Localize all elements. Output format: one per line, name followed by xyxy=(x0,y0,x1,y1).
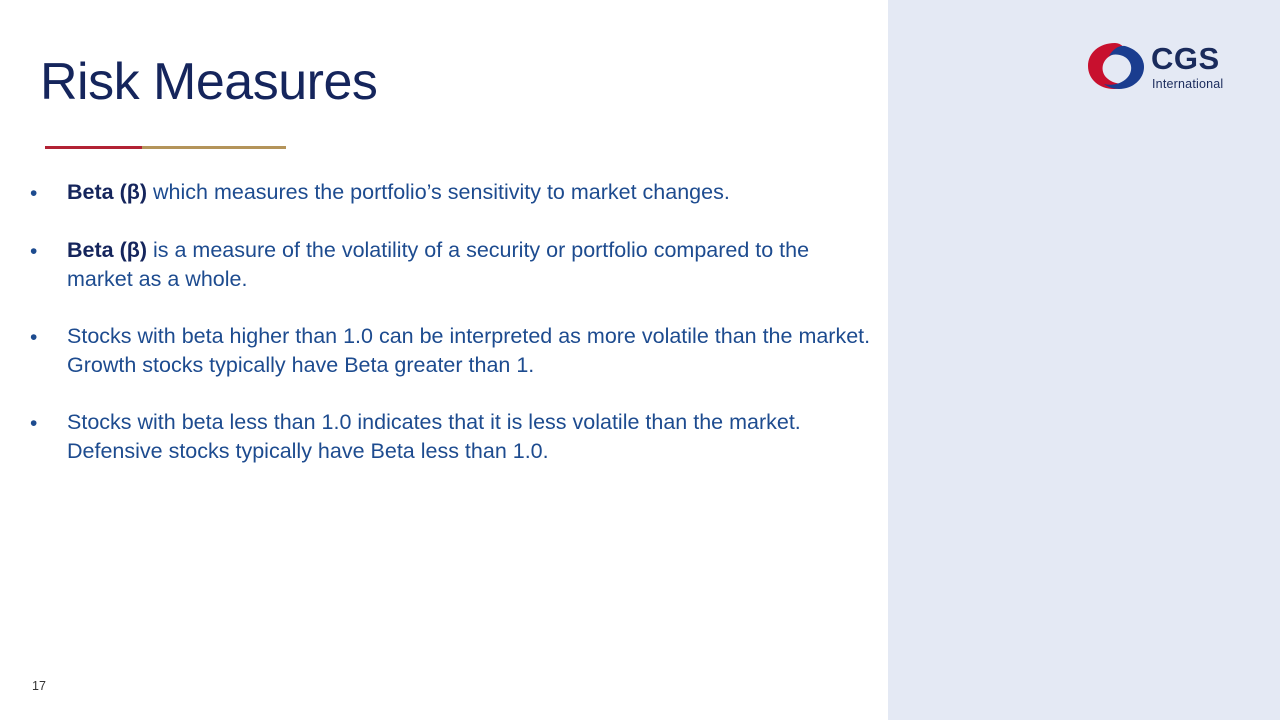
cgs-international-logo xyxy=(1085,40,1235,100)
page-number: 17 xyxy=(32,679,46,693)
list-item xyxy=(30,178,870,208)
list-item xyxy=(30,236,870,294)
bullet-marker: • xyxy=(30,326,38,349)
title-underline-rule xyxy=(45,146,286,149)
bullet-text xyxy=(67,236,870,294)
bullet-rest: Stocks with beta higher than 1.0 can be interpreted as more volatile than the market. Growth stocks typically have Beta greater than 1. xyxy=(67,324,871,377)
page-title: Risk Measures xyxy=(40,53,378,111)
bullet-rest: which measures the portfolio’s sensitivity to market changes. xyxy=(147,180,730,204)
cgs-swirl-icon xyxy=(1085,40,1147,92)
bullet-rest: is a measure of the volatility of a security or portfolio compared to the market as a whole. xyxy=(67,238,810,291)
bullet-text xyxy=(67,178,870,208)
bullet-marker: • xyxy=(30,240,38,263)
list-item xyxy=(30,322,885,380)
bullet-list xyxy=(30,178,870,494)
bullet-text xyxy=(67,408,880,466)
rule-segment-gold xyxy=(142,146,286,149)
right-decorative-panel xyxy=(888,0,1280,720)
bullet-text xyxy=(67,322,885,380)
logo-primary-text: CGS xyxy=(1151,41,1220,76)
bullet-lead: Beta (β) xyxy=(67,180,148,204)
bullet-rest: Stocks with beta less than 1.0 indicates that it is less volatile than the market. Defensive stocks typically have Beta less than 1.0. xyxy=(67,410,801,463)
rule-segment-red xyxy=(45,146,142,149)
bullet-lead: Beta (β) xyxy=(67,238,148,262)
list-item xyxy=(30,408,880,466)
logo-secondary-text: International xyxy=(1152,77,1224,91)
bullet-marker: • xyxy=(30,182,38,205)
bullet-marker: • xyxy=(30,412,38,435)
